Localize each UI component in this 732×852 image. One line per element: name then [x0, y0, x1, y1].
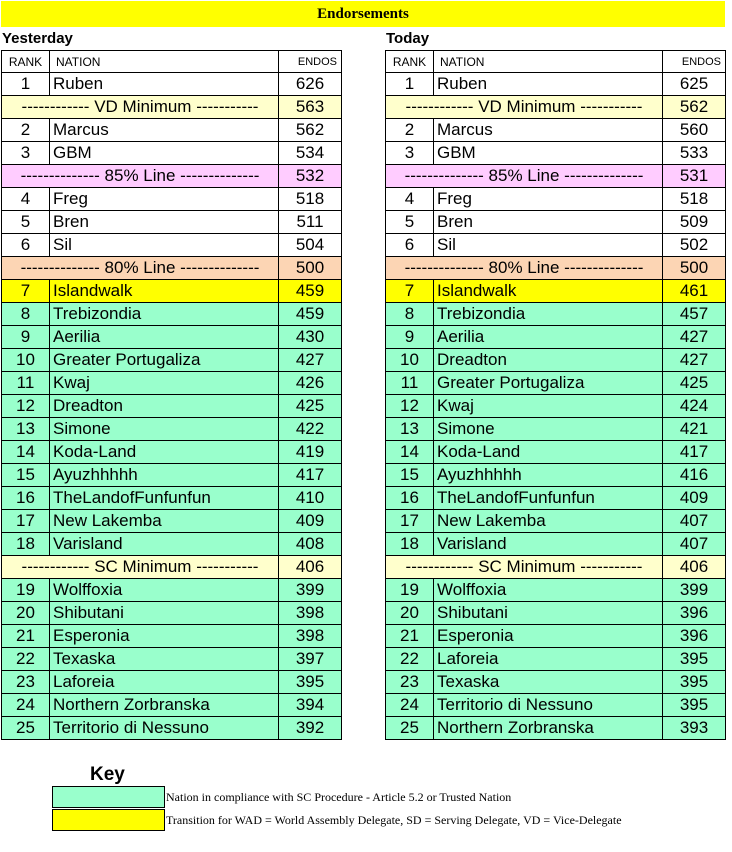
- today-table: [385, 50, 726, 740]
- table-header-row: [386, 51, 726, 73]
- endos-cell: 502: [663, 234, 726, 257]
- rank-cell: 24: [2, 694, 50, 717]
- rank-cell: 5: [2, 211, 50, 234]
- nation-header: NATION: [434, 51, 663, 73]
- endos-cell: 430: [279, 326, 342, 349]
- table-row: [386, 487, 726, 510]
- endos-cell: 426: [279, 372, 342, 395]
- rank-cell: 19: [386, 579, 434, 602]
- endos-cell: 461: [663, 280, 726, 303]
- threshold-row: [386, 165, 726, 188]
- table-row: [2, 188, 342, 211]
- threshold-label: -------------- 80% Line --------------: [2, 257, 279, 280]
- table-row: [2, 671, 342, 694]
- nation-cell: Ruben: [50, 73, 279, 96]
- threshold-label: -------------- 85% Line --------------: [386, 165, 663, 188]
- endos-cell: 560: [663, 119, 726, 142]
- yesterday-table: [1, 50, 342, 740]
- nation-cell: GBM: [50, 142, 279, 165]
- nation-cell: Northern Zorbranska: [50, 694, 279, 717]
- table-row: [386, 234, 726, 257]
- rank-cell: 8: [386, 303, 434, 326]
- endos-cell: 399: [279, 579, 342, 602]
- threshold-value: 562: [663, 96, 726, 119]
- endos-header: ENDOS: [279, 51, 342, 73]
- endos-cell: 410: [279, 487, 342, 510]
- endos-cell: 427: [279, 349, 342, 372]
- rank-cell: 24: [386, 694, 434, 717]
- nation-cell: Texaska: [434, 671, 663, 694]
- table-row: [386, 349, 726, 372]
- endos-cell: 419: [279, 441, 342, 464]
- endos-cell: 457: [663, 303, 726, 326]
- endos-cell: 421: [663, 418, 726, 441]
- nation-cell: TheLandofFunfunfun: [434, 487, 663, 510]
- endos-cell: 626: [279, 73, 342, 96]
- endos-cell: 518: [663, 188, 726, 211]
- rank-cell: 20: [386, 602, 434, 625]
- nation-cell: Northern Zorbranska: [434, 717, 663, 740]
- rank-cell: 15: [2, 464, 50, 487]
- threshold-row: [386, 96, 726, 119]
- rank-cell: 7: [386, 280, 434, 303]
- rank-cell: 2: [2, 119, 50, 142]
- endos-cell: 393: [663, 717, 726, 740]
- threshold-label: ------------ SC Minimum -----------: [386, 556, 663, 579]
- table-row: [2, 648, 342, 671]
- nation-cell: Koda-Land: [50, 441, 279, 464]
- endos-cell: 398: [279, 625, 342, 648]
- nation-cell: Ayuzhhhhh: [50, 464, 279, 487]
- endos-cell: 395: [663, 671, 726, 694]
- endos-cell: 397: [279, 648, 342, 671]
- rank-cell: 17: [2, 510, 50, 533]
- endos-cell: 427: [663, 326, 726, 349]
- table-row: [386, 671, 726, 694]
- endos-cell: 396: [663, 602, 726, 625]
- rank-cell: 16: [2, 487, 50, 510]
- table-row: [386, 510, 726, 533]
- table-row: [2, 303, 342, 326]
- endos-cell: 392: [279, 717, 342, 740]
- table-row: [386, 142, 726, 165]
- nation-cell: Simone: [50, 418, 279, 441]
- endos-cell: 407: [663, 533, 726, 556]
- threshold-value: 406: [279, 556, 342, 579]
- nation-cell: Marcus: [50, 119, 279, 142]
- endos-cell: 422: [279, 418, 342, 441]
- yesterday-title: Yesterday: [2, 30, 73, 47]
- endos-cell: 509: [663, 211, 726, 234]
- nation-cell: Greater Portugaliza: [434, 372, 663, 395]
- rank-cell: 12: [2, 395, 50, 418]
- rank-cell: 14: [2, 441, 50, 464]
- nation-cell: Ruben: [434, 73, 663, 96]
- rank-cell: 3: [2, 142, 50, 165]
- key-title: Key: [90, 764, 125, 785]
- key-text-compliance: Nation in compliance with SC Procedure - Article 5.2 or Trusted Nation: [166, 790, 512, 804]
- threshold-value: 563: [279, 96, 342, 119]
- rank-cell: 18: [386, 533, 434, 556]
- rank-cell: 15: [386, 464, 434, 487]
- table-row: [2, 579, 342, 602]
- table-row: [386, 648, 726, 671]
- table-row: [386, 303, 726, 326]
- rank-cell: 11: [386, 372, 434, 395]
- rank-cell: 19: [2, 579, 50, 602]
- nation-cell: Shibutani: [434, 602, 663, 625]
- rank-header: RANK: [2, 51, 50, 73]
- key-swatch-transition: [52, 809, 165, 831]
- endos-cell: 562: [279, 119, 342, 142]
- table-row: [2, 349, 342, 372]
- table-row: [2, 142, 342, 165]
- table-row: [2, 372, 342, 395]
- table-row: [2, 73, 342, 96]
- nation-cell: Trebizondia: [434, 303, 663, 326]
- key-text-transition: Transition for WAD = World Assembly Delegate, SD = Serving Delegate, VD = Vice-Delegate: [166, 813, 622, 827]
- rank-cell: 4: [386, 188, 434, 211]
- endos-cell: 417: [279, 464, 342, 487]
- endos-cell: 425: [663, 372, 726, 395]
- rank-cell: 18: [2, 533, 50, 556]
- threshold-label: -------------- 85% Line --------------: [2, 165, 279, 188]
- endos-cell: 395: [663, 648, 726, 671]
- table-row: [386, 602, 726, 625]
- page-title: Endorsements: [1, 1, 725, 27]
- rank-cell: 22: [386, 648, 434, 671]
- rank-cell: 10: [2, 349, 50, 372]
- rank-cell: 16: [386, 487, 434, 510]
- rank-cell: 1: [386, 73, 434, 96]
- table-row: [386, 188, 726, 211]
- table-row: [2, 441, 342, 464]
- endos-cell: 394: [279, 694, 342, 717]
- table-row: [2, 487, 342, 510]
- nation-cell: Bren: [434, 211, 663, 234]
- rank-cell: 4: [2, 188, 50, 211]
- table-row: [386, 211, 726, 234]
- endos-cell: 534: [279, 142, 342, 165]
- table-row: [386, 579, 726, 602]
- rank-cell: 23: [2, 671, 50, 694]
- nation-cell: Kwaj: [434, 395, 663, 418]
- endos-cell: 396: [663, 625, 726, 648]
- endos-cell: 395: [279, 671, 342, 694]
- nation-cell: New Lakemba: [50, 510, 279, 533]
- endos-cell: 408: [279, 533, 342, 556]
- nation-cell: Dreadton: [434, 349, 663, 372]
- rank-cell: 21: [386, 625, 434, 648]
- endos-cell: 395: [663, 694, 726, 717]
- endos-cell: 416: [663, 464, 726, 487]
- table-row: [386, 280, 726, 303]
- table-row: [2, 602, 342, 625]
- nation-cell: Freg: [434, 188, 663, 211]
- nation-cell: Bren: [50, 211, 279, 234]
- nation-cell: Freg: [50, 188, 279, 211]
- rank-cell: 5: [386, 211, 434, 234]
- rank-cell: 9: [386, 326, 434, 349]
- table-row: [2, 418, 342, 441]
- rank-cell: 22: [2, 648, 50, 671]
- table-row: [2, 326, 342, 349]
- nation-cell: Laforeia: [434, 648, 663, 671]
- endos-cell: 424: [663, 395, 726, 418]
- endos-cell: 409: [279, 510, 342, 533]
- rank-cell: 11: [2, 372, 50, 395]
- threshold-label: -------------- 80% Line --------------: [386, 257, 663, 280]
- nation-cell: Shibutani: [50, 602, 279, 625]
- rank-cell: 17: [386, 510, 434, 533]
- nation-cell: Marcus: [434, 119, 663, 142]
- nation-cell: Territorio di Nessuno: [434, 694, 663, 717]
- endos-cell: 407: [663, 510, 726, 533]
- table-row: [386, 119, 726, 142]
- endos-cell: 459: [279, 280, 342, 303]
- table-row: [386, 395, 726, 418]
- rank-cell: 14: [386, 441, 434, 464]
- rank-cell: 21: [2, 625, 50, 648]
- endos-cell: 504: [279, 234, 342, 257]
- endos-cell: 511: [279, 211, 342, 234]
- table-row: [2, 119, 342, 142]
- nation-cell: Kwaj: [50, 372, 279, 395]
- threshold-label: ------------ SC Minimum -----------: [2, 556, 279, 579]
- table-row: [2, 395, 342, 418]
- rank-cell: 13: [386, 418, 434, 441]
- nation-cell: Islandwalk: [434, 280, 663, 303]
- table-row: [386, 464, 726, 487]
- nation-cell: Trebizondia: [50, 303, 279, 326]
- nation-cell: New Lakemba: [434, 510, 663, 533]
- rank-cell: 1: [2, 73, 50, 96]
- endos-cell: 518: [279, 188, 342, 211]
- table-row: [386, 533, 726, 556]
- endos-cell: 409: [663, 487, 726, 510]
- rank-cell: 20: [2, 602, 50, 625]
- rank-cell: 25: [386, 717, 434, 740]
- threshold-value: 500: [663, 257, 726, 280]
- table-row: [386, 372, 726, 395]
- rank-cell: 8: [2, 303, 50, 326]
- rank-cell: 2: [386, 119, 434, 142]
- endos-cell: 625: [663, 73, 726, 96]
- nation-cell: Laforeia: [50, 671, 279, 694]
- table-row: [2, 211, 342, 234]
- rank-cell: 13: [2, 418, 50, 441]
- table-row: [386, 625, 726, 648]
- table-row: [2, 234, 342, 257]
- nation-cell: Wolffoxia: [50, 579, 279, 602]
- table-header-row: [2, 51, 342, 73]
- table-row: [2, 464, 342, 487]
- endos-cell: 417: [663, 441, 726, 464]
- nation-cell: TheLandofFunfunfun: [50, 487, 279, 510]
- endos-cell: 459: [279, 303, 342, 326]
- endos-header: ENDOS: [663, 51, 726, 73]
- rank-cell: 10: [386, 349, 434, 372]
- table-row: [2, 717, 342, 740]
- rank-cell: 25: [2, 717, 50, 740]
- nation-cell: Koda-Land: [434, 441, 663, 464]
- threshold-label: ------------ VD Minimum -----------: [2, 96, 279, 119]
- endos-cell: 427: [663, 349, 726, 372]
- nation-cell: Wolffoxia: [434, 579, 663, 602]
- nation-cell: Dreadton: [50, 395, 279, 418]
- threshold-row: [386, 257, 726, 280]
- table-row: [2, 533, 342, 556]
- table-row: [2, 280, 342, 303]
- threshold-value: 406: [663, 556, 726, 579]
- table-row: [2, 510, 342, 533]
- endos-cell: 398: [279, 602, 342, 625]
- nation-cell: Territorio di Nessuno: [50, 717, 279, 740]
- nation-cell: Islandwalk: [50, 280, 279, 303]
- table-row: [386, 418, 726, 441]
- table-row: [2, 694, 342, 717]
- rank-cell: 6: [386, 234, 434, 257]
- endos-cell: 533: [663, 142, 726, 165]
- rank-cell: 7: [2, 280, 50, 303]
- nation-cell: GBM: [434, 142, 663, 165]
- threshold-label: ------------ VD Minimum -----------: [386, 96, 663, 119]
- table-row: [386, 441, 726, 464]
- rank-cell: 9: [2, 326, 50, 349]
- nation-cell: Aerilia: [434, 326, 663, 349]
- rank-cell: 6: [2, 234, 50, 257]
- nation-cell: Varisland: [434, 533, 663, 556]
- rank-cell: 12: [386, 395, 434, 418]
- threshold-row: [2, 257, 342, 280]
- endos-cell: 399: [663, 579, 726, 602]
- nation-cell: Ayuzhhhhh: [434, 464, 663, 487]
- table-row: [386, 694, 726, 717]
- nation-cell: Varisland: [50, 533, 279, 556]
- rank-cell: 23: [386, 671, 434, 694]
- threshold-row: [386, 556, 726, 579]
- rank-cell: 3: [386, 142, 434, 165]
- table-row: [2, 625, 342, 648]
- threshold-value: 500: [279, 257, 342, 280]
- endos-cell: 425: [279, 395, 342, 418]
- table-row: [386, 326, 726, 349]
- threshold-row: [2, 165, 342, 188]
- nation-cell: Simone: [434, 418, 663, 441]
- nation-cell: Aerilia: [50, 326, 279, 349]
- threshold-row: [2, 556, 342, 579]
- nation-cell: Esperonia: [50, 625, 279, 648]
- threshold-value: 532: [279, 165, 342, 188]
- key-swatch-compliance: [52, 786, 165, 808]
- rank-header: RANK: [386, 51, 434, 73]
- today-title: Today: [386, 30, 430, 47]
- nation-cell: Sil: [50, 234, 279, 257]
- threshold-row: [2, 96, 342, 119]
- threshold-value: 531: [663, 165, 726, 188]
- nation-cell: Greater Portugaliza: [50, 349, 279, 372]
- table-row: [386, 73, 726, 96]
- nation-header: NATION: [50, 51, 279, 73]
- table-row: [386, 717, 726, 740]
- nation-cell: Sil: [434, 234, 663, 257]
- nation-cell: Esperonia: [434, 625, 663, 648]
- nation-cell: Texaska: [50, 648, 279, 671]
